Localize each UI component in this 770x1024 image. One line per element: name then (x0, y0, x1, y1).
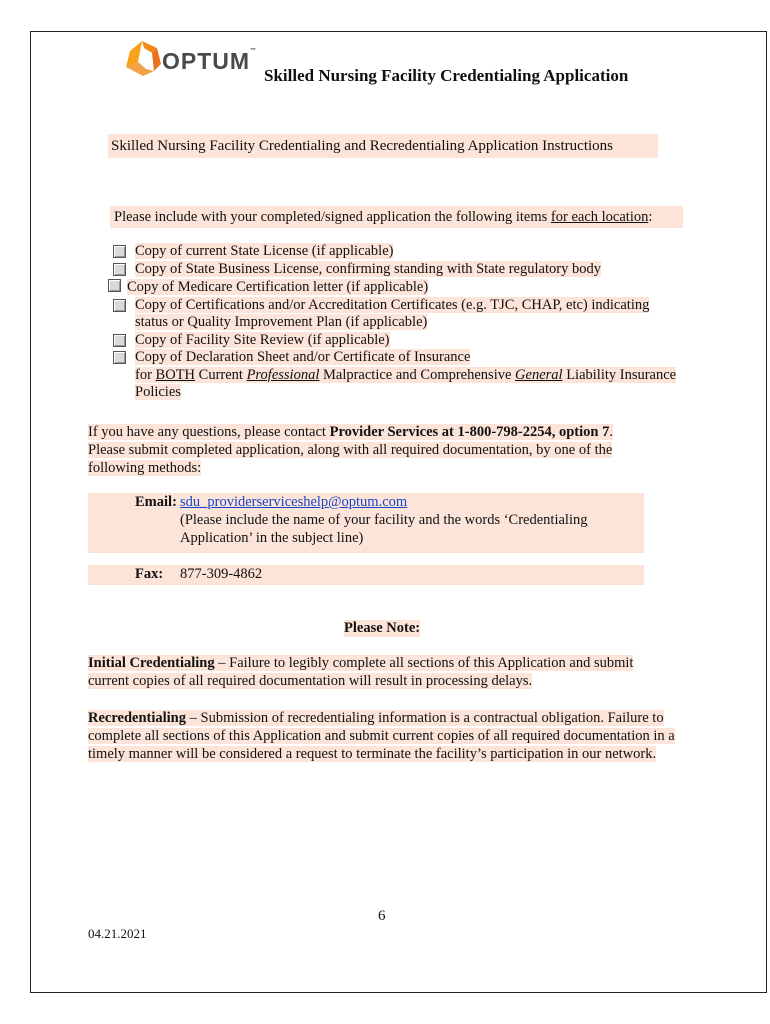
recredentialing-note: Recredentialing – Submission of recredentialing information is a contractual obligation. Failure to complete all sections of this Application and submit current copies of all required documentation in a timely manner will be considered a request to terminate the facility’s participation in our network. (88, 710, 675, 762)
checkbox-icon[interactable] (113, 299, 126, 312)
optum-logo-icon (126, 40, 162, 78)
email-label: Email: (135, 494, 177, 510)
checkbox-icon[interactable] (113, 245, 126, 258)
section-subtitle: Skilled Nursing Facility Credentialing and Recredentialing Application Instructions (108, 134, 658, 158)
intro-emphasis: for each location (550, 209, 649, 225)
checkbox-icon[interactable] (108, 279, 121, 292)
email-section (88, 493, 644, 553)
email-link[interactable]: sdu_providerserviceshelp@optum.com (180, 494, 408, 510)
list-item: Copy of current State License (if applicable) (110, 243, 683, 261)
list-item: Copy of Declaration Sheet and/or Certificate of Insurance for BOTH Current Professional Malpractice and Comprehensive General Liability Insurance Policies (110, 349, 683, 402)
note-heading: Please Note: (344, 620, 421, 636)
logo-wordmark: OPTUM™ (162, 48, 257, 74)
insurance-detail: for BOTH Current Professional Malpractice and Comprehensive General Liability Insurance Policies (135, 366, 677, 400)
email-note: (Please include the name of your facility and the words ‘Credentialing Application’ in the subject line) (180, 512, 588, 546)
optum-logo (126, 40, 266, 80)
list-item: Copy of Facility Site Review (if applicable) (110, 332, 683, 350)
fax-section (88, 565, 644, 585)
intro-text: Please include with your completed/signed application the following items for each location: (110, 206, 683, 228)
fax-label: Fax: (135, 566, 164, 582)
checkbox-icon[interactable] (113, 263, 126, 276)
fax-number: 877-309-4862 (180, 566, 263, 582)
list-item: Copy of State Business License, confirming standing with State regulatory body (110, 261, 683, 279)
revision-date: 04.21.2021 (88, 926, 147, 941)
page-title: Skilled Nursing Facility Credentialing Application (264, 66, 629, 85)
initial-credentialing-note: Initial Credentialing – Failure to legibly complete all sections of this Application and submit current copies of all required documentation will result in processing delays. (88, 655, 634, 689)
list-item: Copy of Medicare Certification letter (if applicable) (110, 278, 683, 297)
checkbox-icon[interactable] (113, 334, 126, 347)
required-items-list (110, 243, 683, 402)
page-number: 6 (378, 908, 386, 924)
contact-paragraph: If you have any questions, please contact Provider Services at 1-800-798-2254, option 7. Please submit completed application, along with all required documentation, by one of the following methods: (88, 424, 613, 476)
checkbox-icon[interactable] (113, 351, 126, 364)
list-item: Copy of Certifications and/or Accreditation Certificates (e.g. TJC, CHAP, etc) indicating status or Quality Improvement Plan (if applicable) (110, 297, 683, 332)
provider-services-phone: Provider Services at 1-800-798-2254, option 7 (329, 424, 610, 440)
